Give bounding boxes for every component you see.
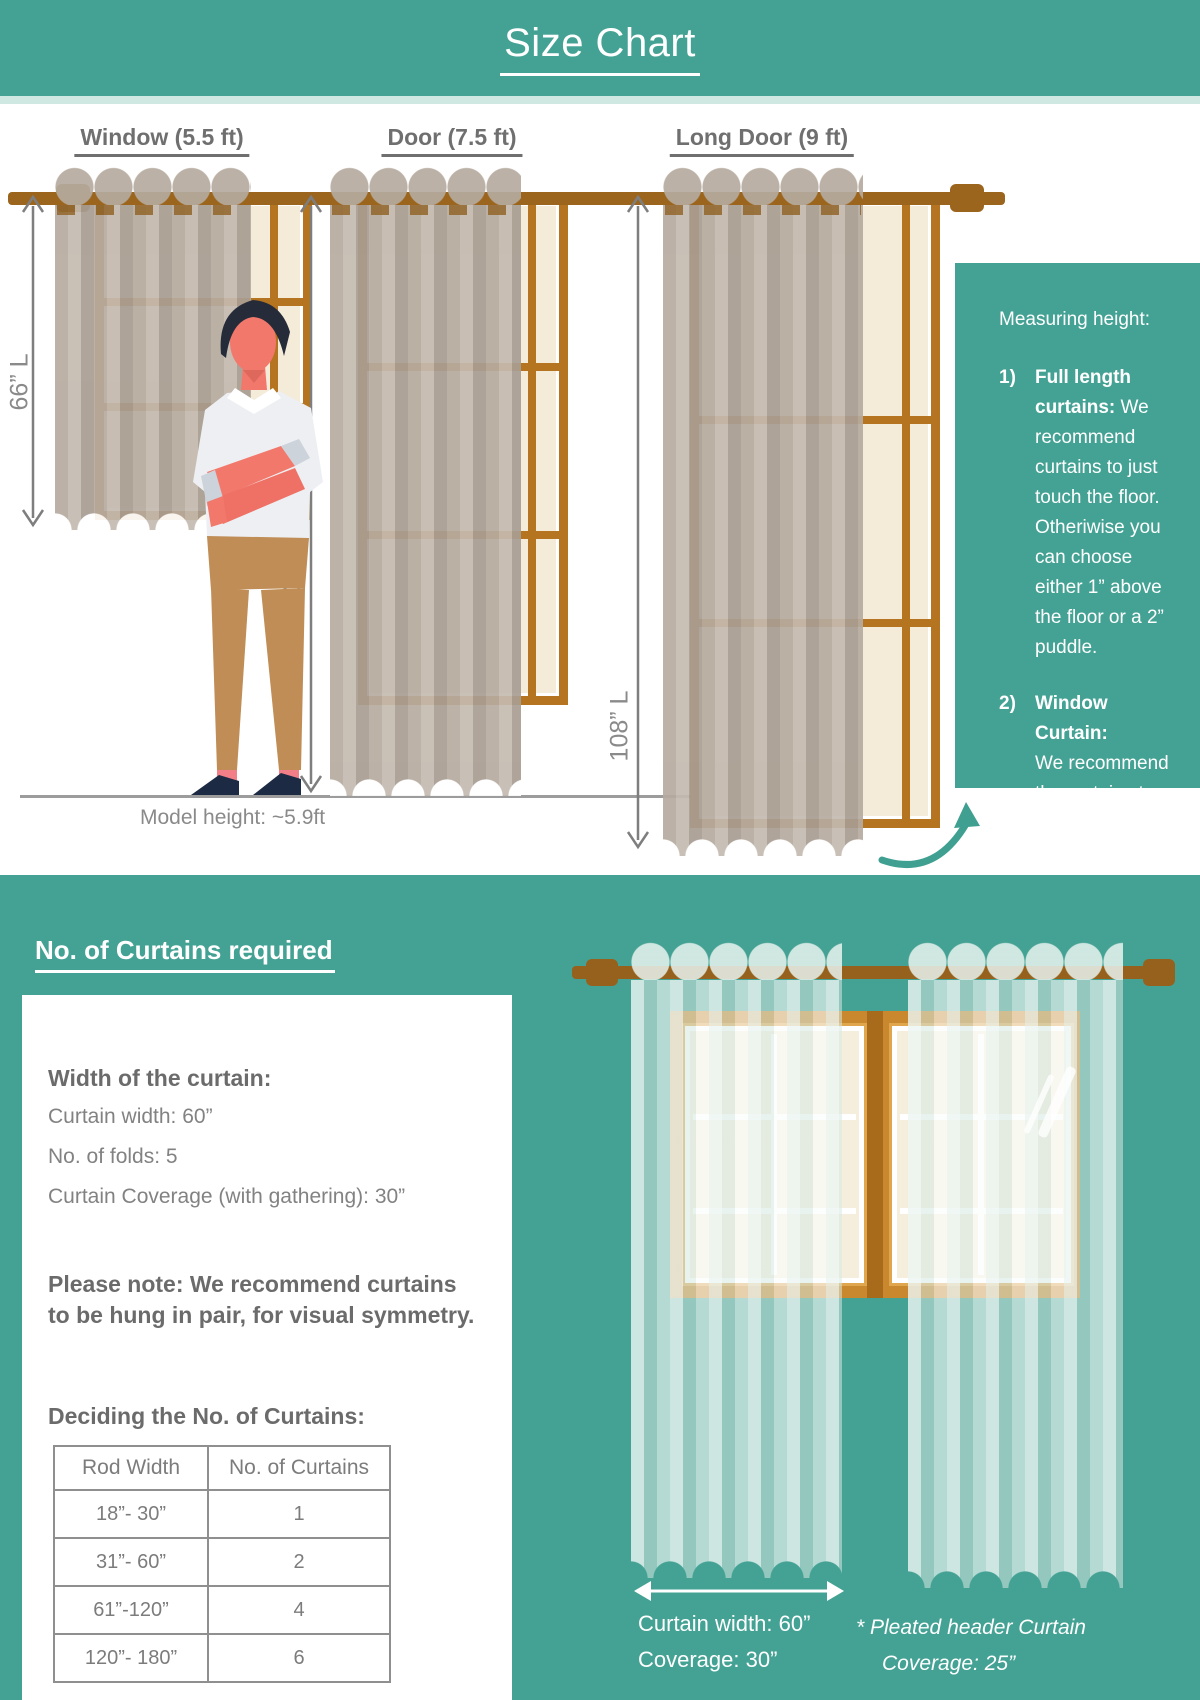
divider-strip xyxy=(0,96,1200,104)
label-door: Door (7.5 ft) xyxy=(381,124,522,157)
folds-line: No. of folds: 5 xyxy=(48,1145,178,1168)
pleated-caption: * Pleated header Curtain Coverage: 25” xyxy=(856,1616,1086,1675)
col-rod-width: Rod Width xyxy=(54,1446,208,1490)
man-illustration xyxy=(163,286,333,796)
col-no-curtains: No. of Curtains xyxy=(208,1446,390,1490)
sheer-curtain-right xyxy=(908,980,1123,1588)
table-row: 18”- 30” 1 xyxy=(54,1490,390,1538)
curtain-long-door xyxy=(663,205,863,856)
width-heading: Width of the curtain: xyxy=(48,1065,272,1091)
info-box-title: Measuring height: xyxy=(999,309,1151,330)
label-window: Window (5.5 ft) xyxy=(74,124,249,157)
width-arrow xyxy=(632,1578,846,1604)
note-text: Please note: We recommend curtains to be hung in pair, for visual symmetry. xyxy=(48,1271,475,1328)
info-item-window-curtain: 2) Window Curtain: We recommend the curtains to fall 6”- 8” below the window sill. xyxy=(999,693,1169,864)
curved-arrow xyxy=(868,798,1000,870)
rod-finial-right xyxy=(950,184,984,212)
measure-label-108: 108” L xyxy=(605,690,634,762)
curtain-width-line: Curtain width: 60” xyxy=(48,1105,213,1128)
width-caption: Curtain width: 60” Coverage: 30” xyxy=(638,1611,811,1672)
info-panel xyxy=(22,995,512,1700)
measuring-height-box xyxy=(955,263,1200,864)
coverage-line: Curtain Coverage (with gathering): 30” xyxy=(48,1185,406,1208)
curtain-door xyxy=(330,205,521,796)
measure-label-66: 66” L xyxy=(5,353,34,411)
sheer-curtain-left xyxy=(631,980,842,1578)
section2-heading: No. of Curtains required xyxy=(35,935,335,973)
table-row: 120”- 180” 6 xyxy=(54,1634,390,1682)
paired-rod-finial-left xyxy=(586,959,618,986)
info-item-full-length: 1) Full length curtains: We recommend curtains to just touch the floor. Otheriwise you can choose either 1” above the floor or a 2” puddle. xyxy=(999,367,1164,658)
deciding-heading: Deciding the No. of Curtains: xyxy=(48,1403,365,1429)
deciding-table xyxy=(53,1445,391,1683)
label-long-door: Long Door (9 ft) xyxy=(670,124,854,157)
model-height-label: Model height: ~5.9ft xyxy=(140,806,326,829)
header-band xyxy=(0,0,1200,96)
table-row: 61”-120” 4 xyxy=(54,1586,390,1634)
table-header-row xyxy=(54,1446,390,1490)
page-title: Size Chart xyxy=(500,21,700,76)
table-row: 31”- 60” 2 xyxy=(54,1538,390,1586)
paired-rod-finial-right xyxy=(1143,959,1175,986)
